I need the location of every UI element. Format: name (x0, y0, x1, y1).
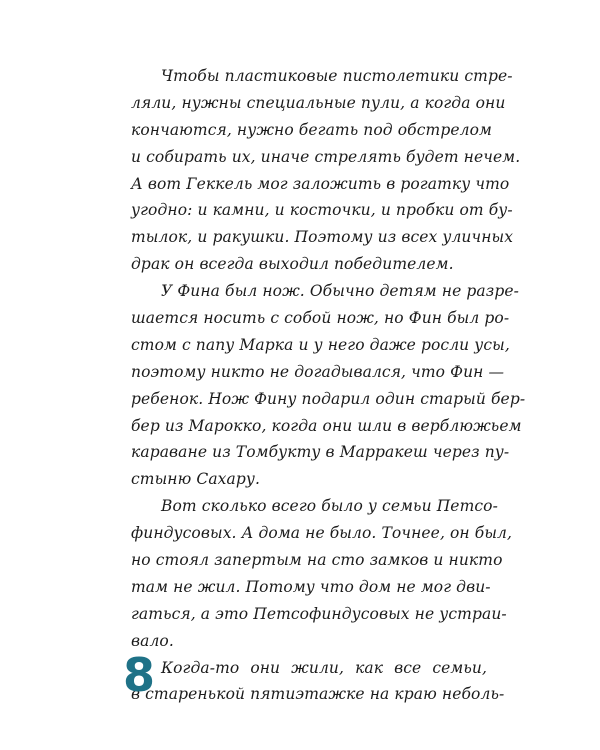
text-line: ляли, нужны специальные пули, а когда они (131, 93, 506, 112)
body-text (131, 63, 526, 708)
text-line: Чтобы пластиковые пистолетики стре- (161, 67, 513, 85)
page-number: 8 (123, 648, 156, 702)
text-line: гаться, а это Петсофиндусовых не устраи- (131, 604, 507, 623)
text-line: угодно: и камни, и косточки, и пробки от бу- (131, 201, 513, 220)
text-line: и собирать их, иначе стрелять будет нечем. (131, 147, 521, 166)
text-line: тылок, и ракушки. Поэтому из всех уличных (131, 228, 514, 247)
text-line: А вот Геккель мог заложить в рогатку что (131, 174, 510, 193)
text-line: вало. (131, 631, 174, 650)
text-line: караване из Томбукту в Марракеш через пу- (131, 443, 510, 462)
text-line: У Фина был нож. Обычно детям не разре- (161, 282, 519, 301)
text-line: шается носить с собой нож, но Фин был ро- (131, 309, 510, 328)
text-line: в старенькой пятиэтажке на краю неболь- (131, 685, 505, 704)
text-line: ребенок. Нож Фину подарил один старый бер- (131, 389, 526, 408)
text-line: стыню Сахару. (131, 470, 261, 489)
text-line: финдусовых. А дома не было. Точнее, он был, (131, 524, 513, 543)
text-line: Вот сколько всего было у семьи Петсо- (161, 497, 498, 516)
text-line: поэтому никто не догадывался, что Фин — (131, 362, 505, 381)
text-line: драк он всегда выходил победителем. (131, 255, 454, 274)
text-line: Когда-то они жили, как все семьи, (161, 658, 487, 677)
text-line: но стоял запертым на сто замков и никто (131, 551, 503, 570)
text-line: бер из Марокко, когда они шли в верблюжьем (131, 416, 522, 435)
text-line: там не жил. Потому что дом не мог дви- (131, 577, 491, 596)
text-line: стом с папу Марка и у него даже росли усы, (131, 335, 510, 354)
text-line: кончаются, нужно бегать под обстрелом (131, 120, 492, 139)
